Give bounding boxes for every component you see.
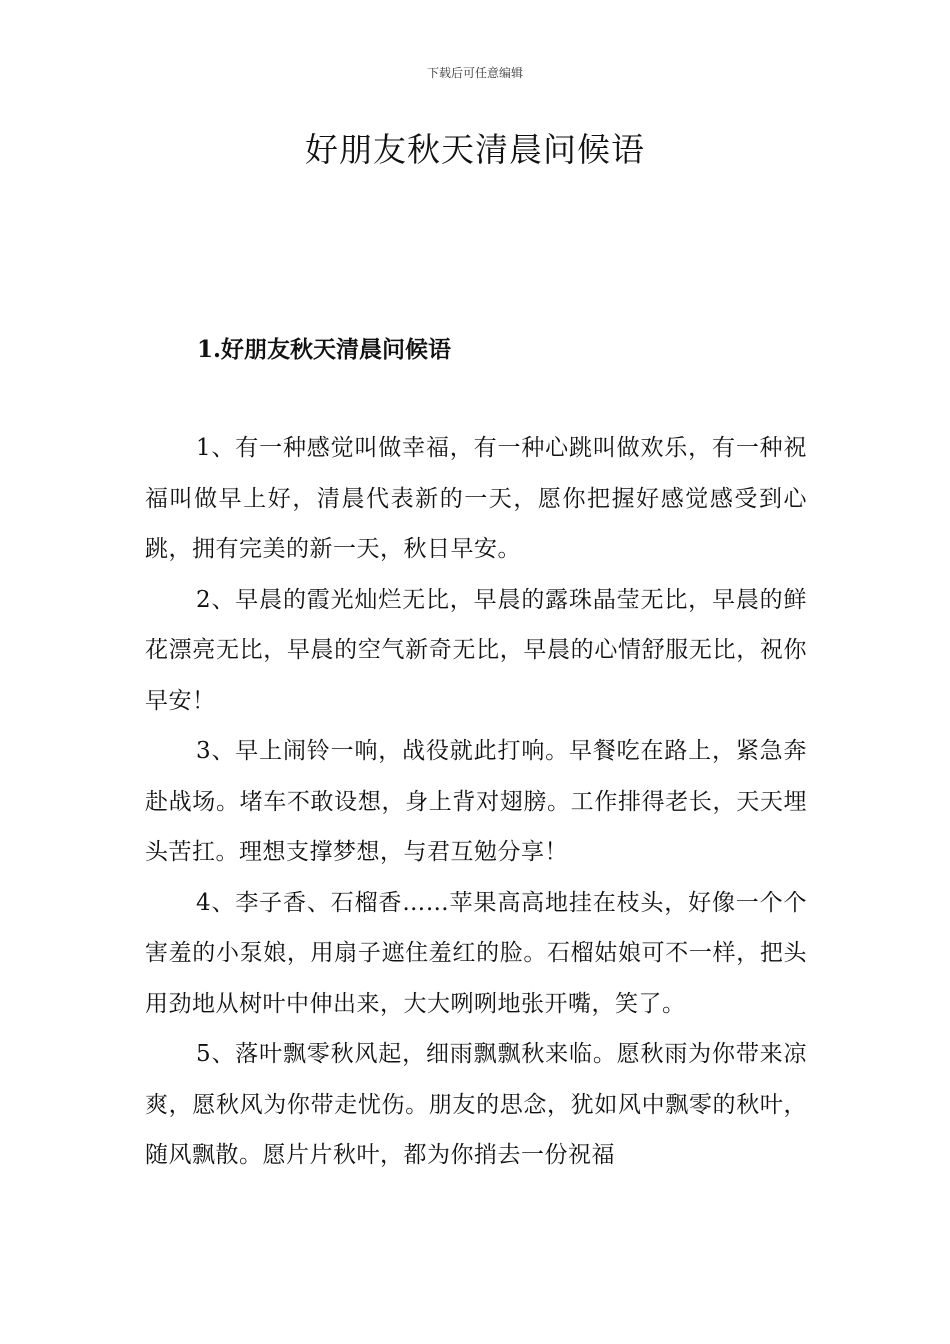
section-heading: 1.好朋友秋天清晨问候语 (197, 336, 452, 363)
paragraph-2: 2、早晨的霞光灿烂无比，早晨的露珠晶莹无比，早晨的鲜花漂亮无比，早晨的空气新奇无比，早晨的心情舒服无比，祝你早安！ (145, 586, 807, 714)
header-note: 下载后可任意编辑 (426, 66, 523, 80)
paragraph-5: 5、落叶飘零秋风起，细雨飘飘秋来临。愿秋雨为你带来凉爽，愿秋风为你带走忧伤。朋友的思念，犹如风中飘零的秋叶，随风飘散。愿片片秋叶，都为你捎去一份祝福 (145, 1041, 807, 1168)
document-title: 好朋友秋天清晨问候语 (305, 130, 645, 169)
paragraph-4: 4、李子香、石榴香……苹果高高地挂在枝头，好像一个个害羞的小泵娘，用扇子遮住羞红的脸。石榴姑娘可不一样，把头用劲地从树叶中伸出来，大大咧咧地张开嘴，笑了。 (145, 889, 807, 1017)
paragraph-3: 3、早上闹铃一响，战役就此打响。早餐吃在路上，紧急奔赴战场。堵车不敢设想，身上背对翅膀。工作排得老长，天天埋头苦扛。理想支撑梦想，与君互勉分享！ (145, 738, 807, 865)
paragraph-1: 1、有一种感觉叫做幸福，有一种心跳叫做欢乐，有一种祝福叫做早上好，清晨代表新的一天，愿你把握好感觉感受到心跳，拥有完美的新一天，秋日早安。 (145, 435, 807, 562)
document-body (145, 423, 807, 1181)
